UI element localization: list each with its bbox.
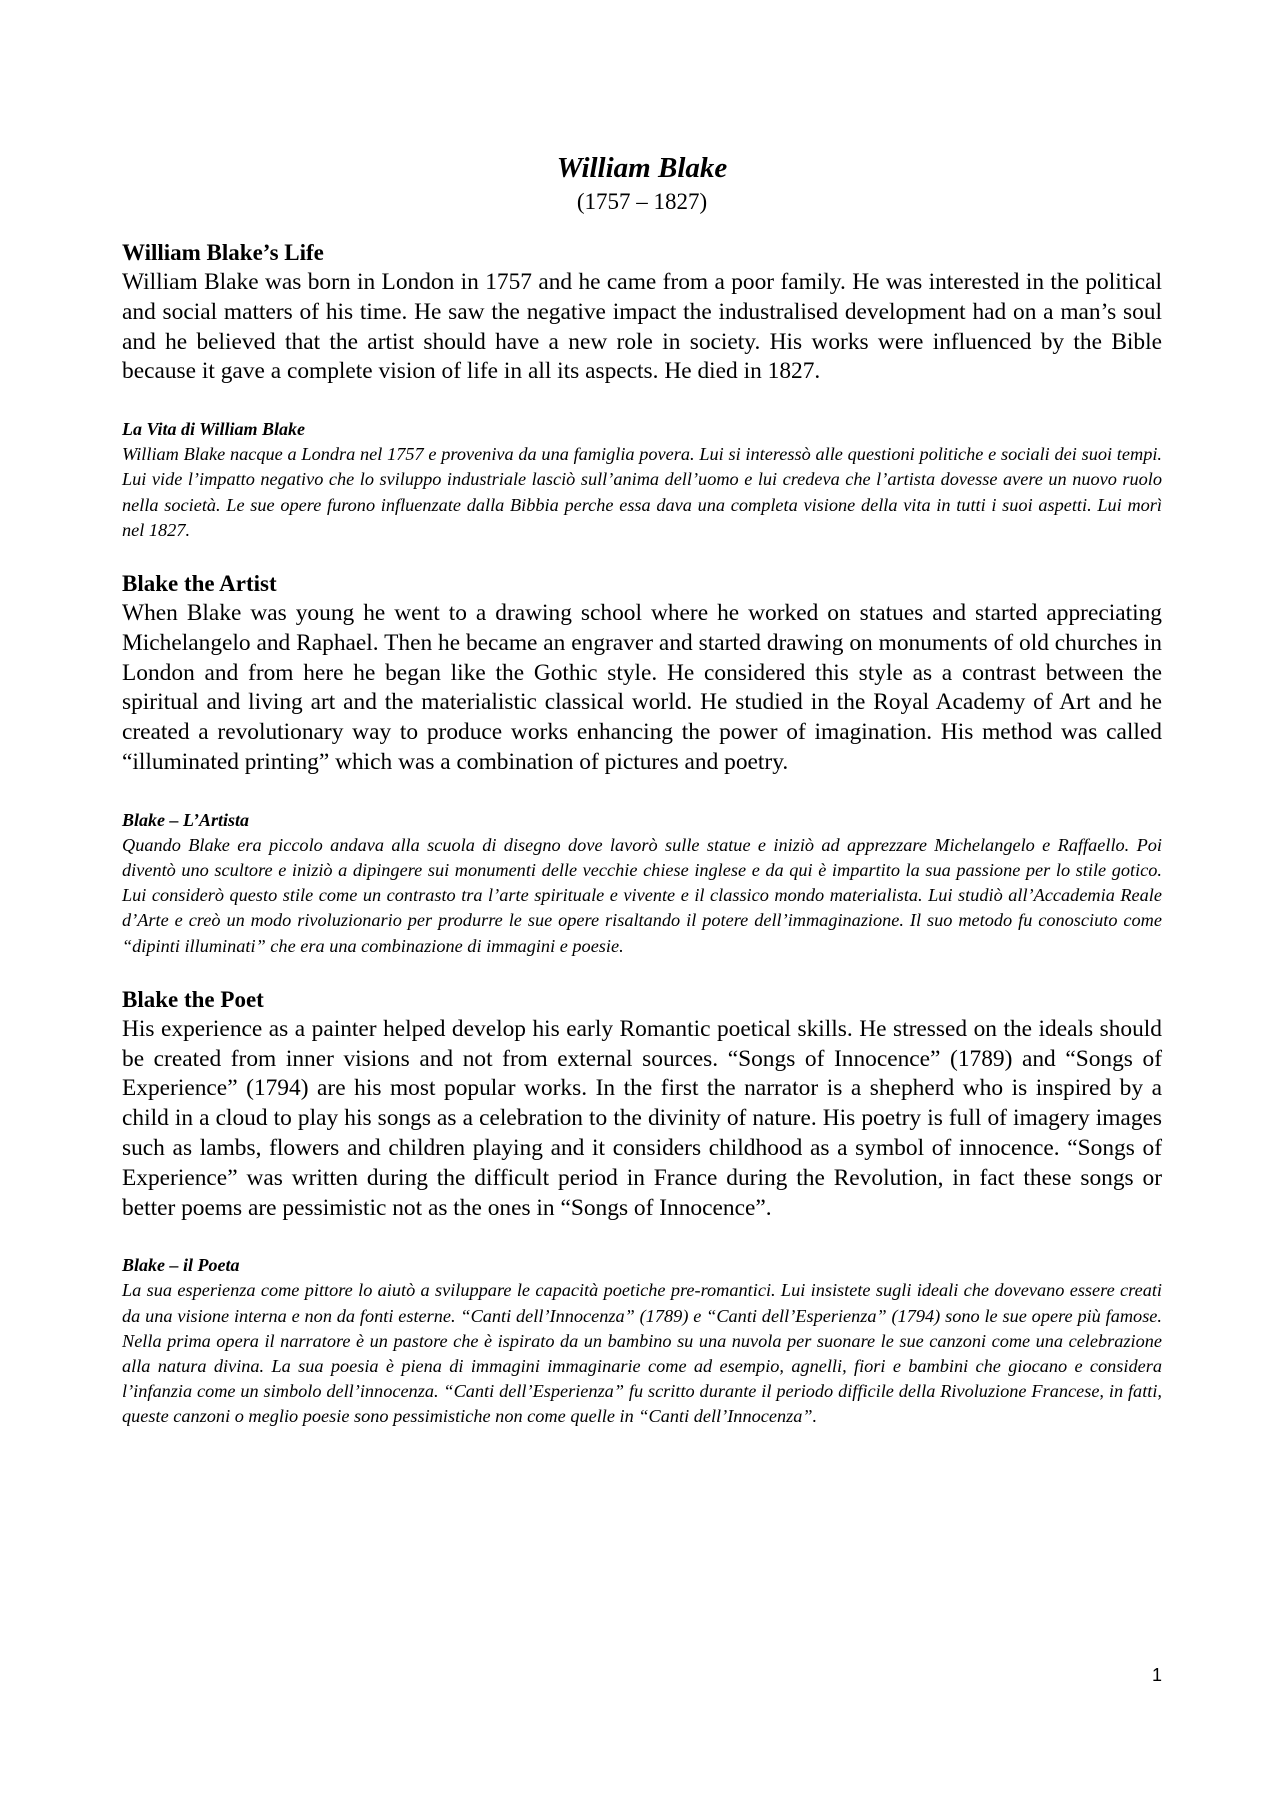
section-heading: Blake the Artist bbox=[122, 571, 277, 596]
section-spacer bbox=[122, 959, 1162, 985]
page-title: William Blake bbox=[556, 152, 728, 184]
italian-heading: La Vita di William Blake bbox=[122, 419, 306, 440]
life-dates: (1757 – 1827) bbox=[576, 189, 708, 214]
section-spacer bbox=[122, 543, 1162, 569]
section-heading: William Blake’s Life bbox=[122, 240, 324, 265]
section-artist bbox=[122, 569, 1162, 959]
document-page bbox=[122, 150, 1162, 1430]
english-paragraph: William Blake was born in London in 1757 and he came from a poor family. He was interested in the political and social matters of his time. He saw the negative impact the industralised development had on a man’s soul and he believed that the artist should have a new role in society. His works were influenced by the Bible because it gave a complete vision of life in all its aspects. He died in 1827. bbox=[122, 269, 1162, 385]
page-number: 1 bbox=[1152, 1665, 1163, 1685]
section-life bbox=[122, 238, 1162, 543]
section-heading: Blake the Poet bbox=[122, 986, 264, 1012]
italian-paragraph: La sua esperienza come pittore lo aiutò a sviluppare le capacità poetiche pre-romantici. Lui insistete sugli ideali che dovevano essere creati da una visione interna e non da fonti esterne. “Canti dell’Innocenza” (1789) e “Canti dell’Esperienza” (1794) sono le sue opere più famose. Nella prima opera il narratore è un pastore che è ispirato da un bambino su una nuvola per suonare le sue canzoni come una celebrazione alla natura divina. La sua poesia è piena di immagini immaginarie come ad esempio, agnelli, fiori e bambini che giocano e considera l’infanzia come un simbolo dell’innocenza. “Canti dell’Esperienza” fu scritto durante il periodo difficile della Rivoluzione Francese, in fatti, queste canzoni o meglio poesie sono pessimistiche non come quelle in “Canti dell’Innocenza”. bbox=[122, 1280, 1162, 1427]
english-paragraph: When Blake was young he went to a drawing school where he worked on statues and started appreciating Michelangelo and Raphael. Then he became an engraver and started drawing on monuments of old churches in London and from here he began like the Gothic style. He considered this style as a contrast between the spiritual and living art and the materialistic classical world. He studied in the Royal Academy of Art and he created a revolutionary way to produce works enhancing the power of imagination. His method was called “illuminated printing” which was a combination of pictures and poetry. bbox=[122, 600, 1162, 775]
italian-paragraph: William Blake nacque a Londra nel 1757 e proveniva da una famiglia povera. Lui si interessò alle questioni politiche e sociali dei suoi tempi. Lui vide l’impatto negativo che lo sviluppo industriale lasciò sull’anima dell’uomo e lui credeva che l’artista dovesse avere un nuovo ruolo nella società. Le sue opere furono influenzate dalla Bibbia perche essa dava una completa visione della vita in tutti i suoi aspetti. Lui morì nel 1827. bbox=[122, 444, 1162, 540]
italian-heading: Blake – il Poeta bbox=[122, 1255, 240, 1276]
italian-heading: Blake – L’Artista bbox=[122, 809, 250, 830]
section-poet bbox=[122, 985, 1162, 1430]
english-paragraph: His experience as a painter helped develop his early Romantic poetical skills. He stressed on the ideals should be created from inner visions and not from external sources. “Songs of Innocence” (1789) and “Songs of Experience” (1794) are his most popular works. In the first the narrator is a shepherd who is inspired by a child in a cloud to play his songs as a celebration to the divinity of nature. His poetry is full of imagery images such as lambs, flowers and children playing and it considers childhood as a symbol of innocence. “Songs of Experience” was written during the difficult period in France during the Revolution, in fact these songs or better poems are pessimistic not as the ones in “Songs of Innocence”. bbox=[122, 1015, 1162, 1221]
italian-paragraph: Quando Blake era piccolo andava alla scuola di disegno dove lavorò sulle statue e iniziò ad apprezzare Michelangelo e Raffaello. Poi diventò uno scultore e iniziò a dipingere sui monumenti delle vecchie chiese inglese e da qui è impartito la sua passione per lo stile gotico. Lui considerò questo stile come un contrasto tra l’arte spirituale e vivente e il classico mondo materialista. Lui studiò all’Accademia Reale d’Arte e creò un modo rivoluzionario per produrre le sue opere risaltando il potere dell’immaginazione. Il suo metodo fu conosciuto come “dipinti illuminati” che era una combinazione di immagini e poesie. bbox=[122, 834, 1162, 956]
